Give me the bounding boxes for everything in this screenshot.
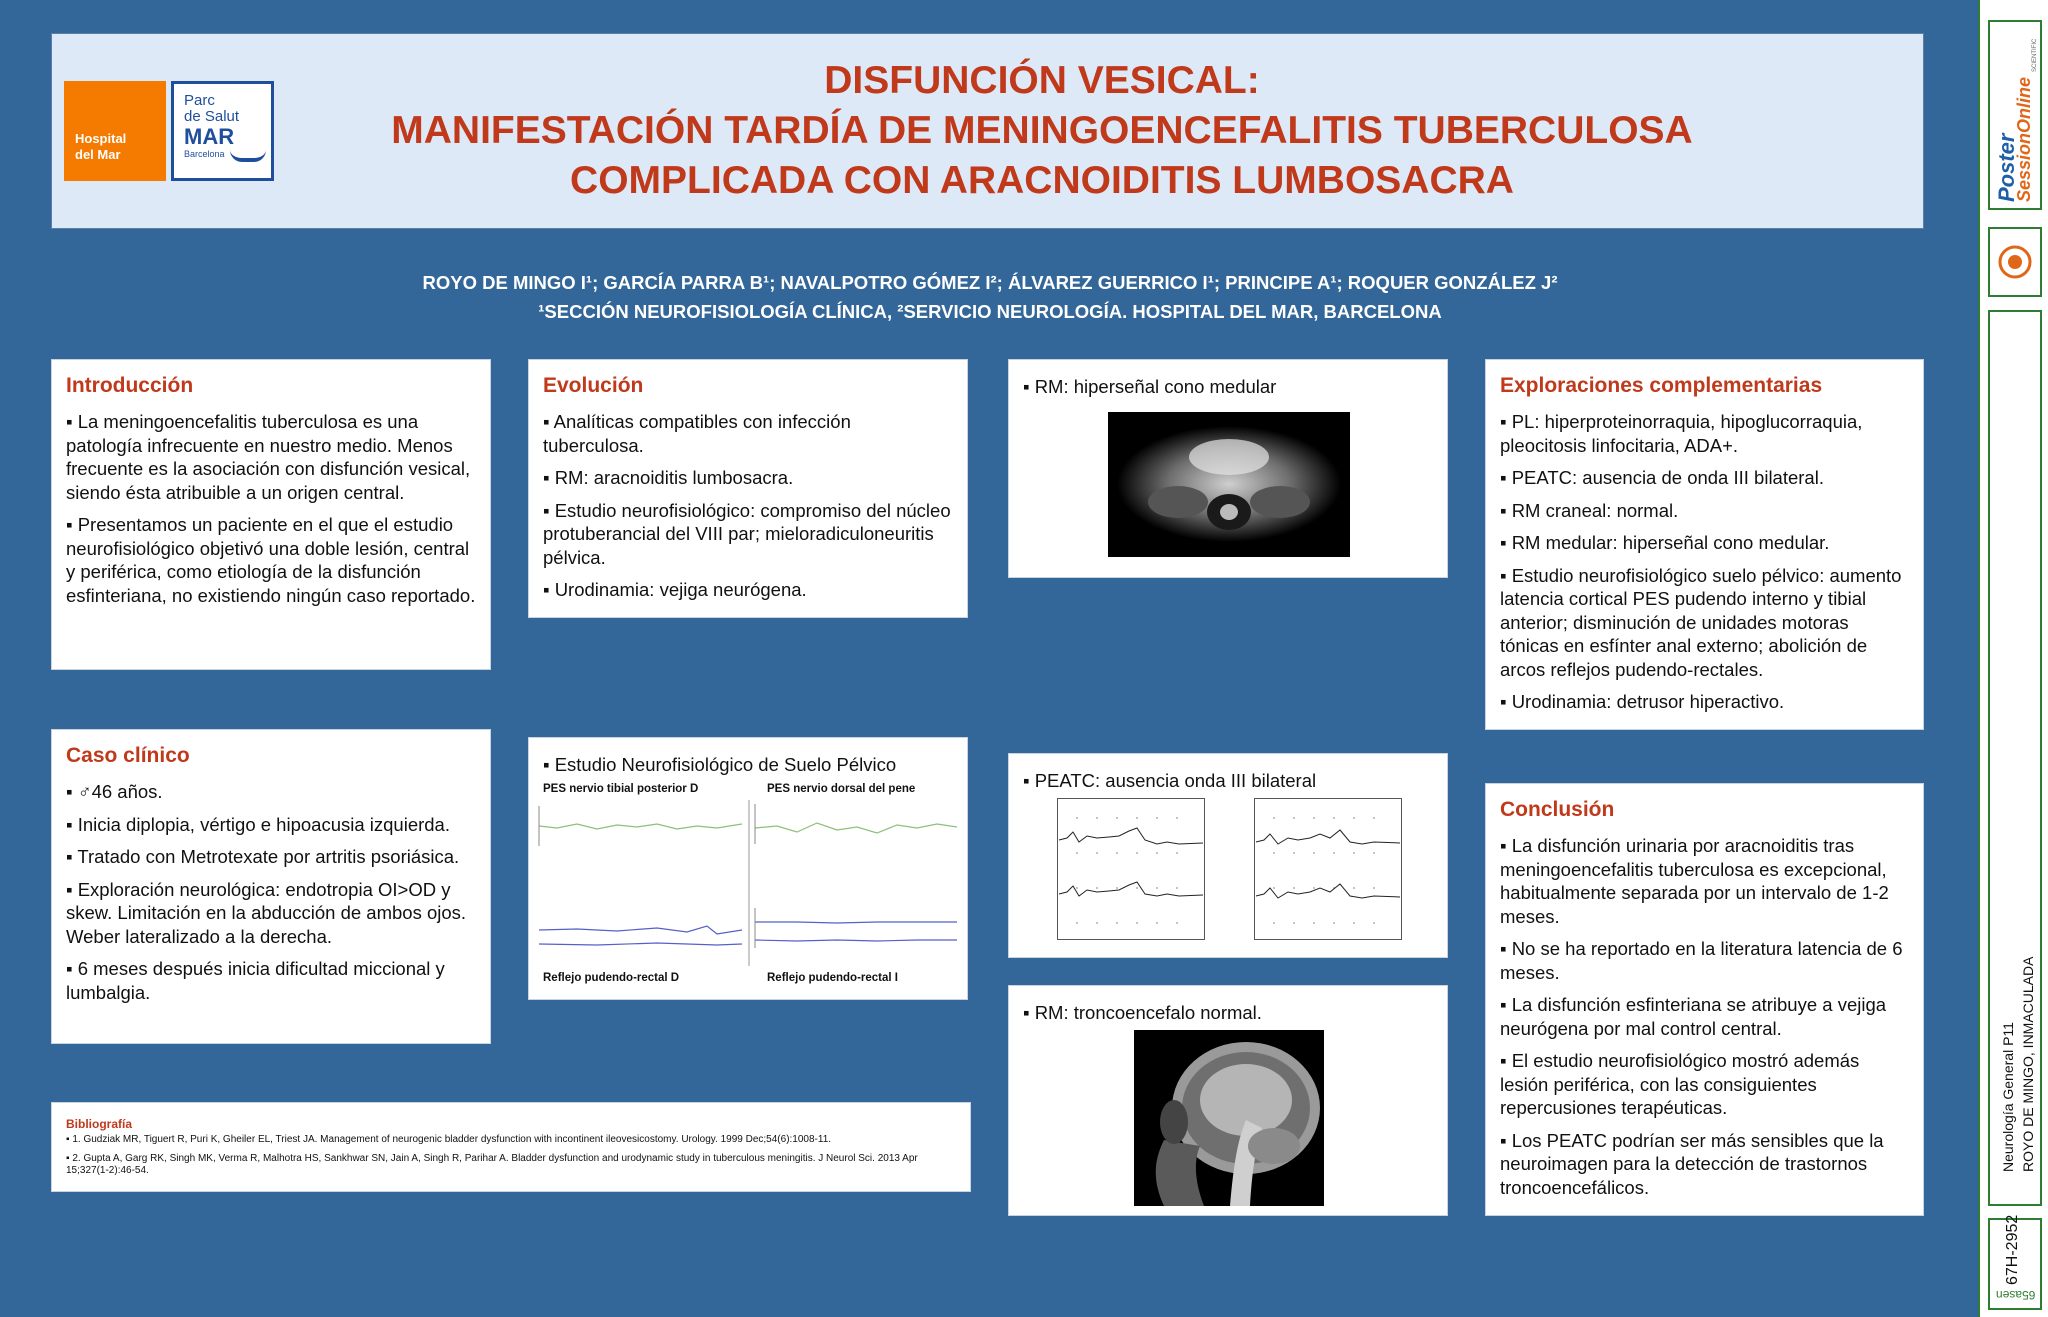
figure-caption: ▪ PEATC: ausencia onda III bilateral: [1023, 770, 1317, 791]
hospital-del-mar-logo: [64, 81, 166, 181]
rm-tronco-figure: [1008, 985, 1448, 1216]
presenting-author: ROYO DE MINGO, INMACULADA: [2020, 956, 2036, 1172]
logo-text-line: de Salut: [184, 108, 240, 125]
list-item: ▪ Inicia diplopia, vértigo e hipoacusia izquierda.: [66, 813, 450, 835]
brand-text: SessionOnline: [2014, 76, 2034, 202]
section-title: Exploraciones complementarias: [1500, 374, 1823, 397]
author-names: ROYO DE MINGO I¹; GARCÍA PARRA B¹; NAVALPOTRO GÓMEZ I²; ÁLVAREZ GUERRICO I¹; PRINCIPE A¹; ROQUER GONZÁLEZ J²: [422, 272, 1558, 293]
list-item: ▪ La disfunción urinaria por aracnoiditis tras meningoencefalitis tuberculosa es excepcional, habitualmente separada por un intervalo de 1-2 meses.: [1500, 835, 1889, 927]
list-item: ▪ Analíticas compatibles con infección tuberculosa.: [543, 411, 851, 456]
session-info-panel: [1988, 310, 2042, 1206]
conclusion-section: [1485, 783, 1924, 1216]
session-label: Neurología General P11: [2000, 1022, 2016, 1172]
section-title: Conclusión: [1500, 798, 1615, 821]
list-item: ▪ Estudio neurofisiológico: compromiso del núcleo protuberancial del VIII par; mieloradiculoneuritis pélvica.: [543, 499, 951, 568]
caso-clinico-section: [51, 729, 491, 1044]
intro-section: [51, 359, 491, 670]
list-item: ▪ Estudio neurofisiológico suelo pélvico: aumento latencia cortical PES pudendo interno y tibial anterior; disminución de unidades motoras tónicas en esfínter anal externo; abolición de arcos reflejos pudendo-rectales.: [1500, 564, 1902, 680]
event-label: 65asen: [1996, 1288, 2036, 1302]
list-item: ▪ RM: aracnoiditis lumbosacra.: [543, 467, 794, 488]
exploraciones-section: [1485, 359, 1924, 730]
panel-label: Reflejo pudendo-rectal D: [543, 972, 680, 984]
peatc-figure: [1008, 753, 1448, 958]
poster-code: 67H-2952: [2004, 1214, 2021, 1285]
list-item: ▪ 6 meses después inicia dificultad miccional y lumbalgia.: [66, 958, 445, 1003]
section-title: Caso clínico: [66, 744, 190, 767]
side-rail: [1978, 0, 2048, 1317]
mri-sagittal-image: [1134, 1030, 1324, 1206]
brand-text: Poster: [1994, 133, 2019, 202]
society-logo: [1988, 227, 2042, 297]
brand-text: SCIENTIFIC: [2032, 38, 2038, 72]
author-affiliations: ¹SECCIÓN NEUROFISIOLOGÍA CLÍNICA, ²SERVICIO NEUROLOGÍA. HOSPITAL DEL MAR, BARCELONA: [538, 301, 1442, 322]
bibliografia-section: [51, 1102, 971, 1192]
list-item: ▪ Presentamos un paciente en el que el estudio neurofisiológico objetivó una doble lesión, central y periférica, como etiología de la disfunción esfinteriana, no existiendo ningún caso reportado.: [66, 514, 476, 606]
emg-traces-image: [537, 798, 961, 968]
section-title: Evolución: [543, 374, 644, 397]
panel-label: PES nervio tibial posterior D: [543, 783, 699, 795]
peatc-right-trace: [1254, 798, 1402, 940]
authors-block: [300, 268, 1680, 326]
figure-caption: ▪ RM: hiperseñal cono medular: [1023, 376, 1277, 397]
suelo-pelvico-figure: [528, 737, 968, 1000]
mri-axial-image: [1108, 412, 1350, 557]
title-line: DISFUNCIÓN VESICAL:: [824, 59, 1260, 102]
panel-label: Reflejo pudendo-rectal I: [767, 972, 898, 984]
peatc-left-trace: [1057, 798, 1205, 940]
section-title: Bibliografía: [66, 1117, 133, 1131]
rm-cono-figure: [1008, 359, 1448, 578]
reference-item: ▪ 1. Gudziak MR, Tiguert R, Puri K, Gheiler EL, Triest JA. Management of neurogenic bladder dysfunction with incontinent ileovesicostomy. Urology. 1999 Dec;54(6):1008-11.: [66, 1134, 832, 1145]
logo-text-line: Parc: [184, 92, 215, 109]
list-item: ▪ RM craneal: normal.: [1500, 499, 1679, 521]
logo-arc-icon: [230, 150, 266, 162]
logo-text-line: del Mar: [75, 147, 121, 162]
list-item: ▪ La meningoencefalitis tuberculosa es una patología infrecuente en nuestro medio. Menos frecuente es la asociación con disfunción vesical, siendo ésta atribuible a un origen central.: [66, 411, 471, 503]
figure-caption: ▪ Estudio Neurofisiológico de Suelo Pélvico: [543, 754, 897, 775]
list-item: ▪ El estudio neurofisiológico mostró además lesión periférica, con las consiguientes repercusiones terapéuticas.: [1500, 1050, 1860, 1118]
reference-item: ▪ 2. Gupta A, Garg RK, Singh MK, Verma R, Malhotra HS, Sankhwar SN, Jain A, Singh R, Parihar A. Bladder dysfunction and urodynamic study in tuberculous meningitis. J Neurol Sci. 2013 Apr 15;327(1-2):46-54.: [66, 1153, 918, 1176]
parc-salut-mar-logo: [171, 81, 274, 181]
list-item: ▪ La disfunción esfinteriana se atribuye a vejiga neurógena por mal control central.: [1500, 994, 1887, 1039]
logo-text-line: MAR: [184, 124, 235, 149]
logo-text-line: Barcelona: [184, 149, 225, 159]
logo-text-line: Hospital: [75, 131, 127, 146]
list-item: ▪ Urodinamia: detrusor hiperactivo.: [1500, 691, 1785, 712]
list-item: ▪ Urodinamia: vejiga neurógena.: [543, 579, 807, 600]
list-item: ▪ Tratado con Metrotexate por artritis psoriásica.: [66, 846, 460, 867]
evolucion-section: [528, 359, 968, 618]
poster-code-panel: [1988, 1214, 2042, 1310]
list-item: ▪ Exploración neurológica: endotropia OI>OD y skew. Limitación en la abducción de ambos ojos. Weber lateralizado a la derecha.: [66, 878, 467, 947]
list-item: ▪ No se ha reportado en la literatura latencia de 6 meses.: [1500, 938, 1903, 983]
title-header: [51, 33, 1924, 229]
figure-caption: ▪ RM: troncoencefalo normal.: [1023, 1002, 1262, 1023]
list-item: ▪ Los PEATC podrían ser más sensibles que la neuroimagen para la detección de trastornos troncoencefálicos.: [1500, 1129, 1884, 1198]
postersession-logo: [1988, 20, 2042, 210]
title-line: COMPLICADA CON ARACNOIDITIS LUMBOSACRA: [570, 159, 1514, 202]
panel-label: PES nervio dorsal del pene: [767, 783, 916, 795]
list-item: ▪ RM medular: hiperseñal cono medular.: [1500, 532, 1830, 553]
list-item: ▪ PL: hiperproteinorraquia, hipoglucorraquia, pleocitosis linfocitaria, ADA+.: [1500, 411, 1863, 456]
list-item: ▪ ♂46 años.: [66, 781, 163, 802]
society-emblem-icon: [1990, 229, 2040, 295]
title-line: MANIFESTACIÓN TARDÍA DE MENINGOENCEFALITIS TUBERCULOSA: [391, 109, 1693, 152]
list-item: ▪ PEATC: ausencia de onda III bilateral.: [1500, 467, 1824, 488]
poster-title: [292, 56, 1792, 206]
section-title: Introducción: [66, 374, 194, 397]
